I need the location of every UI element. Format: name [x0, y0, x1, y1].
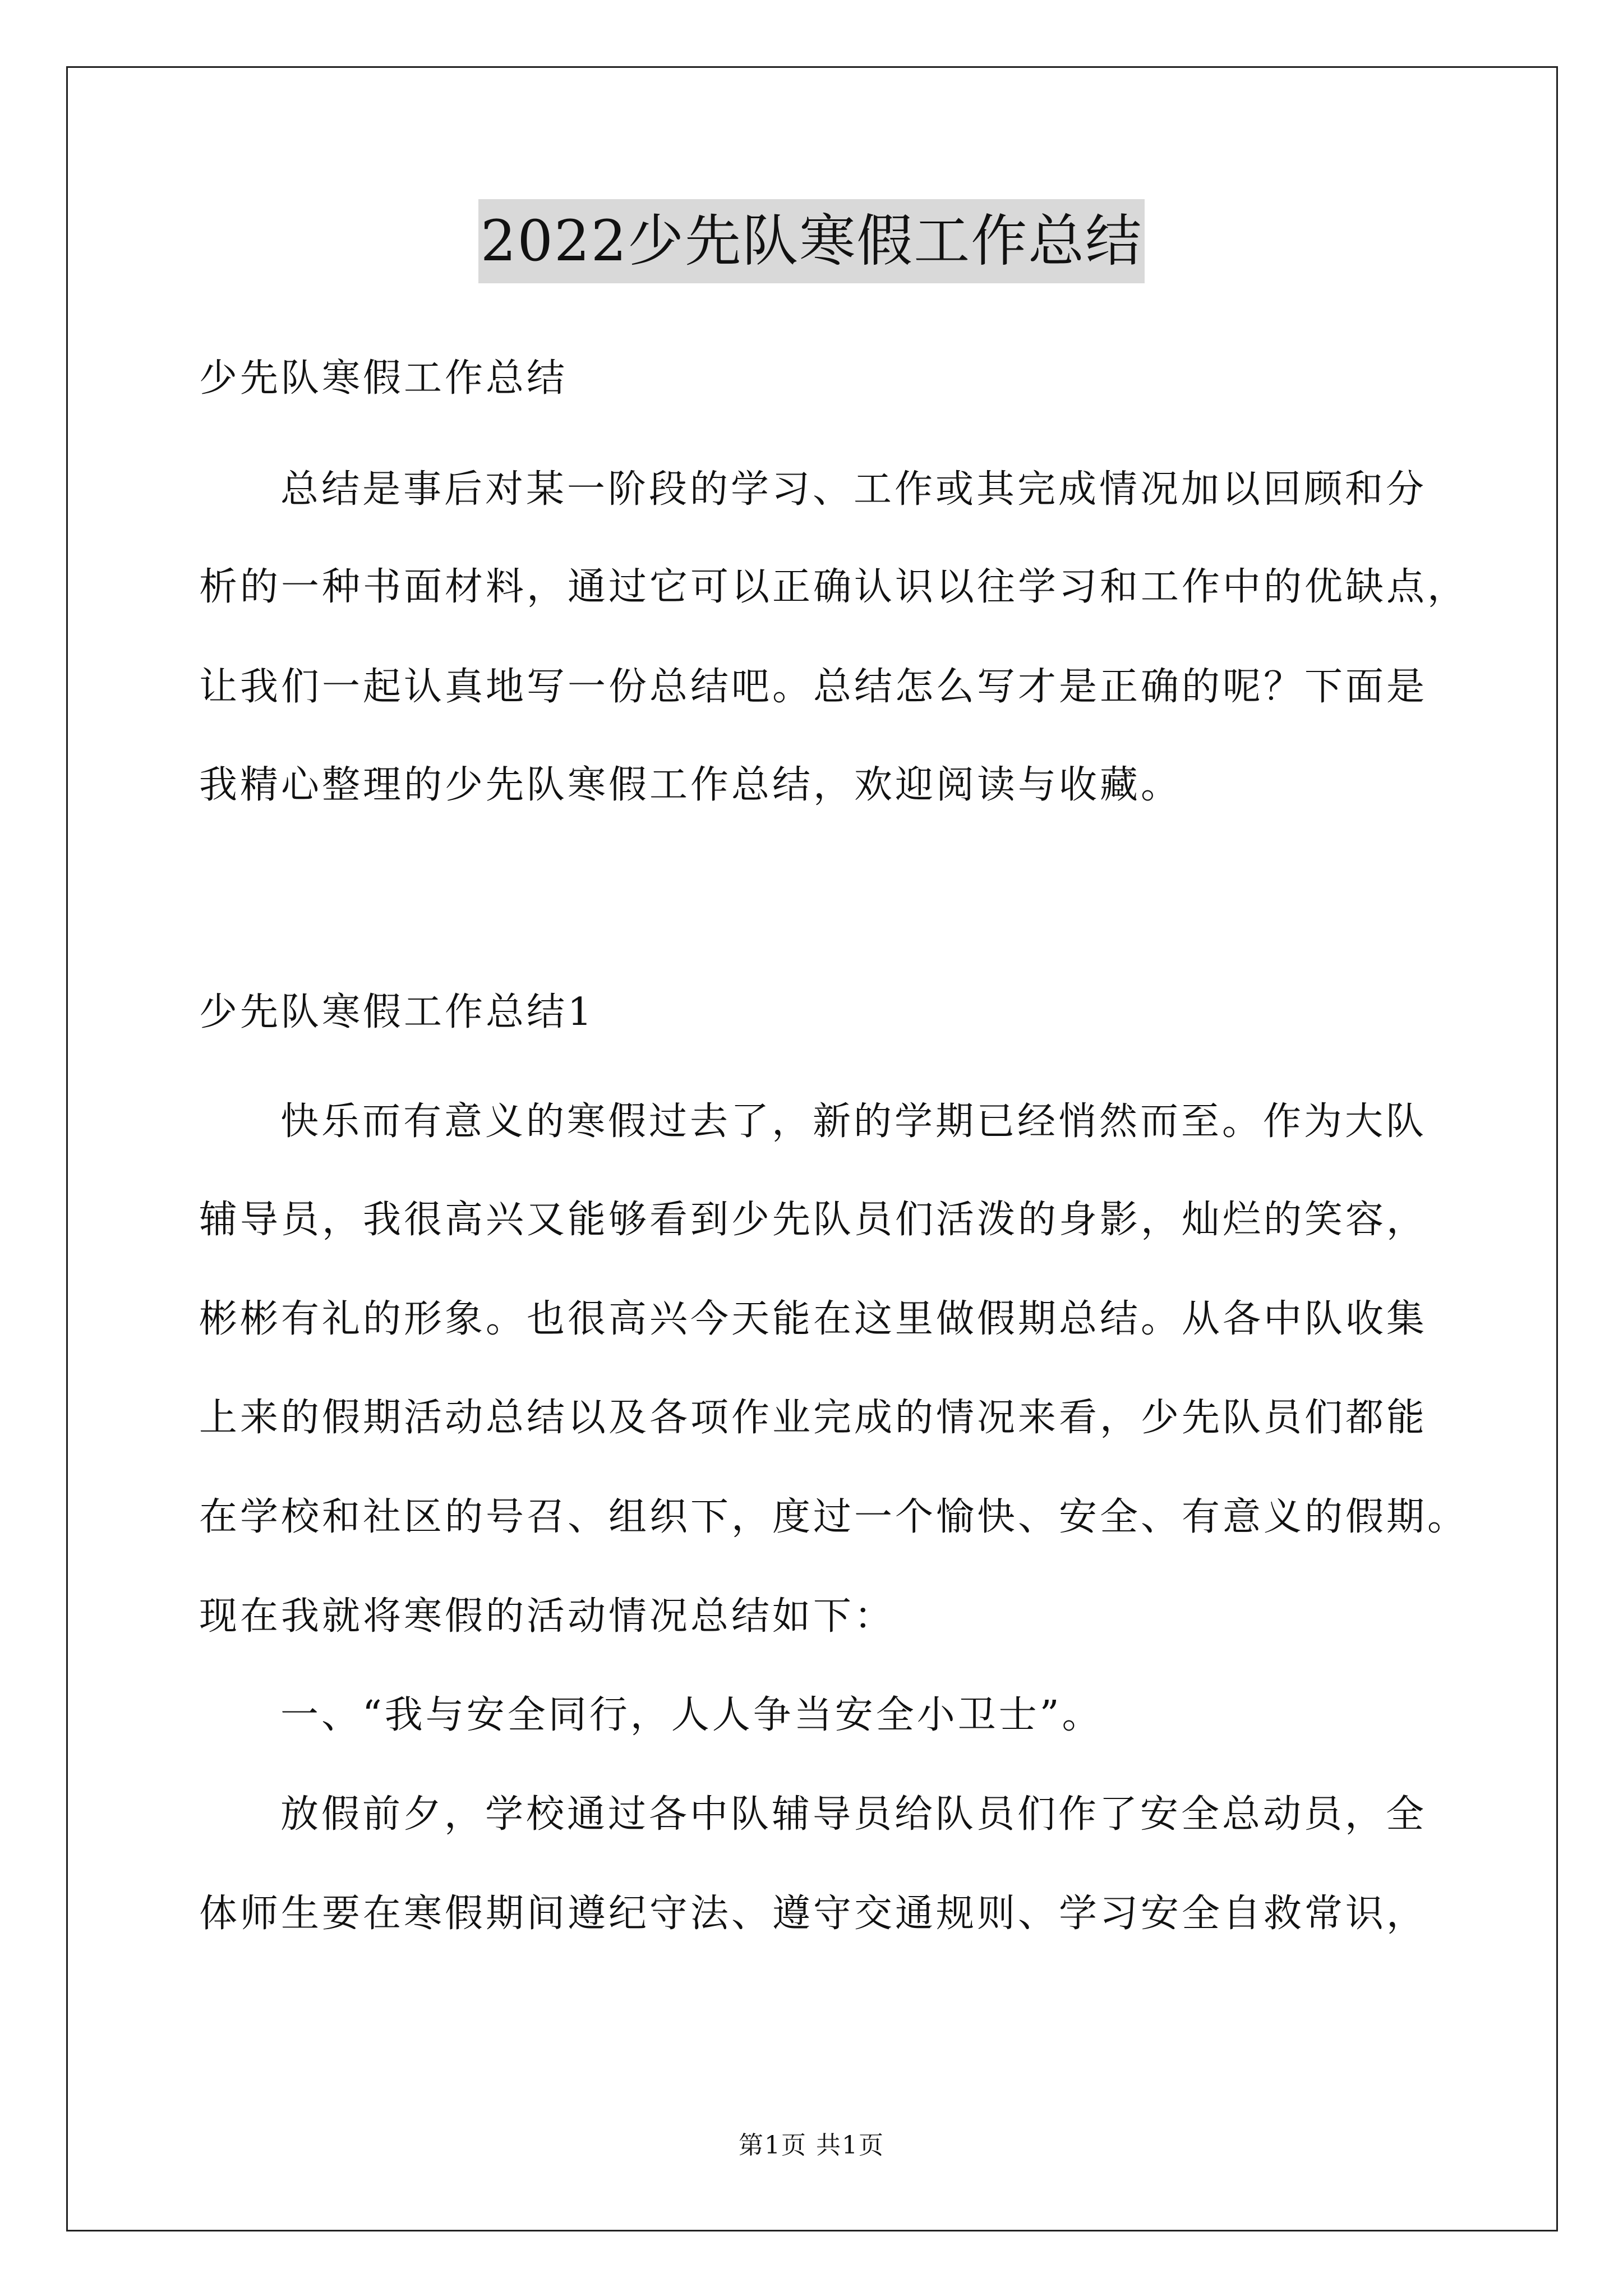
page-footer: 第1页 共1页 — [739, 2131, 884, 2160]
point-heading: 一、“我与安全同行，人人争当安全小卫士”。 — [280, 1693, 1103, 1737]
section-heading: 少先队寒假工作总结1 — [199, 990, 595, 1034]
title-container — [0, 199, 1623, 283]
section-line-4: 上来的假期活动总结以及各项作业完成的情况来看，少先队员们都能 — [199, 1396, 1428, 1440]
section-line-5: 在学校和社区的号召、组织下，度过一个愉快、安全、有意义的假期。 — [199, 1495, 1469, 1539]
intro-line-2: 析的一种书面材料，通过它可以正确认识以往学习和工作中的优缺点， — [199, 565, 1469, 609]
section-line-6: 现在我就将寒假的活动情况总结如下： — [199, 1594, 896, 1639]
document-title: 2022少先队寒假工作总结 — [478, 199, 1145, 283]
intro-line-4: 我精心整理的少先队寒假工作总结，欢迎阅读与收藏。 — [199, 763, 1182, 807]
section-line-1: 快乐而有意义的寒假过去了，新的学期已经悄然而至。作为大队 — [280, 1099, 1427, 1144]
intro-line-1: 总结是事后对某一阶段的学习、工作或其完成情况加以回顾和分 — [280, 467, 1427, 512]
section-line-3: 彬彬有礼的形象。也很高兴今天能在这里做假期总结。从各中队收集 — [199, 1297, 1428, 1341]
subtitle: 少先队寒假工作总结 — [199, 356, 568, 401]
section-line-2: 辅导员，我很高兴又能够看到少先队员们活泼的身影，灿烂的笑容， — [199, 1198, 1428, 1242]
point-line-1: 放假前夕，学校通过各中队辅导员给队员们作了安全总动员，全 — [280, 1792, 1427, 1837]
point-line-2: 体师生要在寒假期间遵纪守法、遵守交通规则、学习安全自救常识， — [199, 1892, 1428, 1936]
intro-line-3: 让我们一起认真地写一份总结吧。总结怎么写才是正确的呢？下面是 — [199, 665, 1428, 709]
